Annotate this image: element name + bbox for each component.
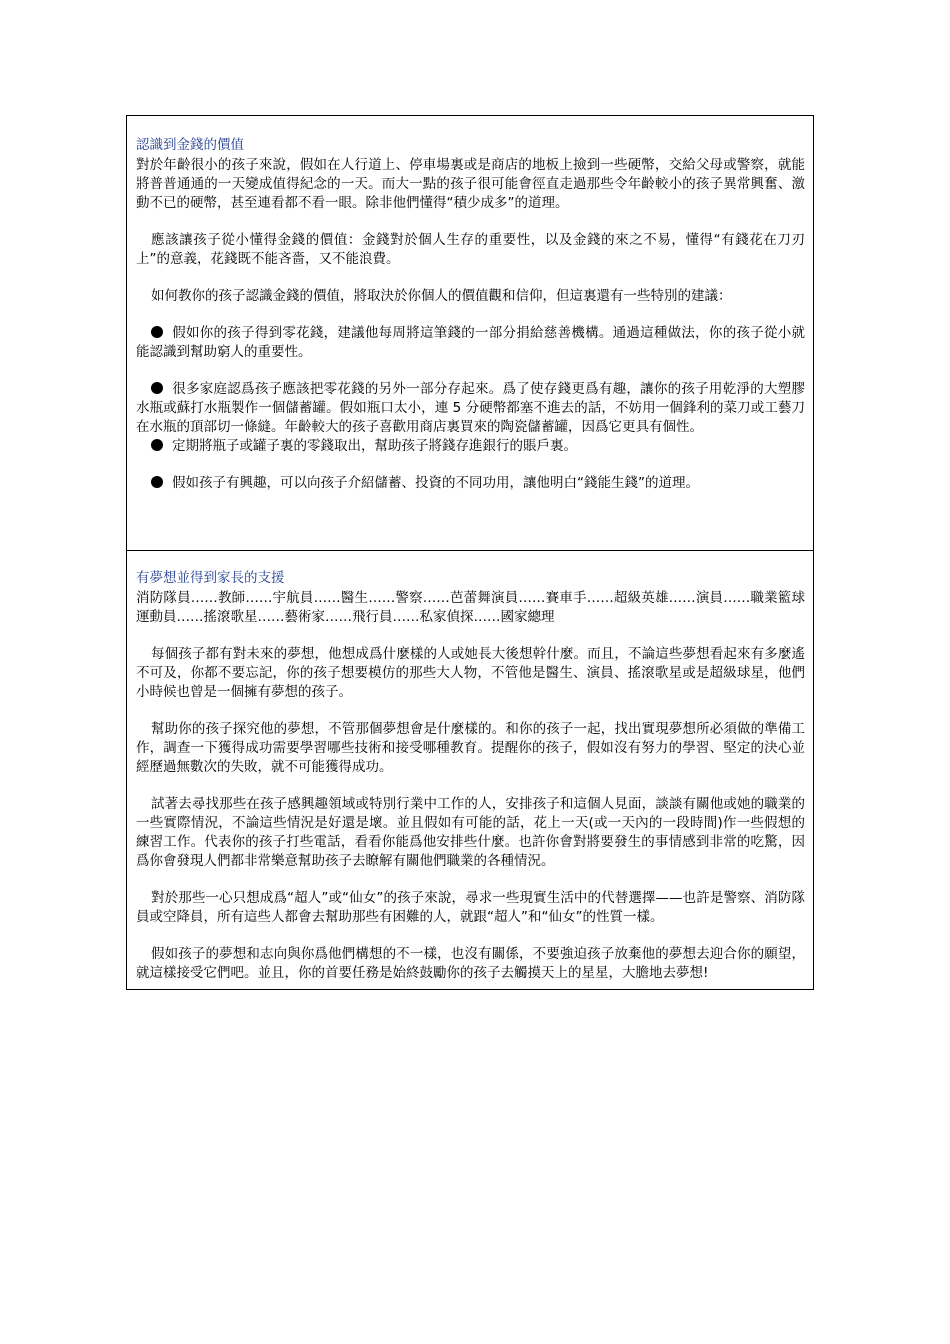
section-title: 有夢想並得到家長的支援: [136, 570, 285, 586]
section-money-value: [127, 116, 813, 550]
bullet-icon: [151, 326, 163, 338]
bullet-item: [136, 474, 805, 493]
paragraph: 對於年齡很小的孩子來說，假如在人行道上、停車場裏或是商店的地板上撿到一些硬幣，交給父母或警察，就能將普普通通的一天變成值得紀念的一天。而大一點的孩子很可能會徑直走過那些令年齡較小的孩子異常興奮、激動不已的硬幣，甚至連看都不看一眼。除非他們懂得“積少成多”的道理。: [136, 157, 805, 211]
bullet-text: 定期將瓶子或罐子裏的零錢取出，幫助孩子將錢存進銀行的賬戶裏。: [172, 438, 577, 454]
document-frame: [126, 115, 814, 990]
paragraph: 消防隊員……教師……宇航員……醫生……警察……芭蕾舞演員……賽車手……超級英雄……演員……職業籃球運動員……搖滾歌星……藝術家……飛行員……私家偵探……國家總理: [136, 590, 805, 625]
paragraph: 試著去尋找那些在孩子感興趣領域或特別行業中工作的人，安排孩子和這個人見面，談談有關他或她的職業的一些實際情況，不論這些情況是好還是壞。並且假如有可能的話，花上一天(或一天內的一段時間)作一些假想的練習工作。代表你的孩子打些電話，看看你能爲他安排些什麼。也許你會對將要發生的事情感到非常的吃驚，因爲你會發現人們都非常樂意幫助孩子去瞭解有關他們職業的各種情況。: [136, 796, 805, 869]
bullet-text: 很多家庭認爲孩子應該把零花錢的另外一部分存起來。爲了使存錢更爲有趣，讓你的孩子用乾淨的大塑膠水瓶或蘇打水瓶製作一個儲蓄罐。假如瓶口太小，連 5 分硬幣都塞不進去的話，不妨用一個鋒利的菜刀或工藝刀在水瓶的頂部切一條縫。年齡較大的孩子喜歡用商店裏買來的陶瓷儲蓄罐，因爲它更具有個性。: [136, 381, 805, 435]
bullet-icon: [151, 382, 163, 394]
bullet-icon: [151, 476, 163, 488]
paragraph: 應該讓孩子從小懂得金錢的價值：金錢對於個人生存的重要性，以及金錢的來之不易，懂得“有錢花在刀刃上”的意義，花錢既不能吝嗇，又不能浪費。: [136, 232, 805, 267]
paragraph: 如何教你的孩子認識金錢的價值，將取決於你個人的價值觀和信仰，但這裏還有一些特別的建議：: [151, 288, 732, 304]
bullet-icon: [151, 439, 163, 451]
bullet-item: [136, 437, 805, 456]
bullet-text: 假如孩子有興趣，可以向孩子介紹儲蓄、投資的不同功用，讓他明白“錢能生錢”的道理。: [172, 475, 699, 491]
paragraph: 假如孩子的夢想和志向與你爲他們構想的不一樣，也沒有關係，不要強迫孩子放棄他的夢想去迎合你的願望，就這樣接受它們吧。並且，你的首要任務是始終鼓勵你的孩子去觸摸天上的星星，大膽地去夢想!: [136, 946, 805, 981]
bullet-item: [136, 324, 805, 362]
section-dreams: [127, 550, 813, 989]
bullet-item: [136, 380, 805, 437]
bullet-text: 假如你的孩子得到零花錢，建議他每周將這筆錢的一部分捐給慈善機構。通過這種做法，你的孩子從小就能認識到幫助窮人的重要性。: [136, 325, 805, 360]
paragraph: 對於那些一心只想成爲“超人”或“仙女”的孩子來說，尋求一些現實生活中的代替選擇——也許是警察、消防隊員或空降員，所有這些人都會去幫助那些有困難的人，就跟“超人”和“仙女”的性質一樣。: [136, 890, 805, 925]
section-title: 認識到金錢的價值: [136, 137, 244, 153]
paragraph: 幫助你的孩子探究他的夢想，不管那個夢想會是什麼樣的。和你的孩子一起，找出實現夢想所必須做的準備工作，調查一下獲得成功需要學習哪些技術和接受哪種教育。提醒你的孩子，假如沒有努力的學習、堅定的決心並經歷過無數次的失敗，就不可能獲得成功。: [136, 721, 805, 775]
paragraph: 每個孩子都有對未來的夢想，他想成爲什麼樣的人或她長大後想幹什麼。而且，不論這些夢想看起來有多麼遙不可及，你都不要忘記，你的孩子想要模仿的那些大人物，不管他是醫生、演員、搖滾歌星或是超級球星，他們小時候也曾是一個擁有夢想的孩子。: [136, 646, 805, 700]
